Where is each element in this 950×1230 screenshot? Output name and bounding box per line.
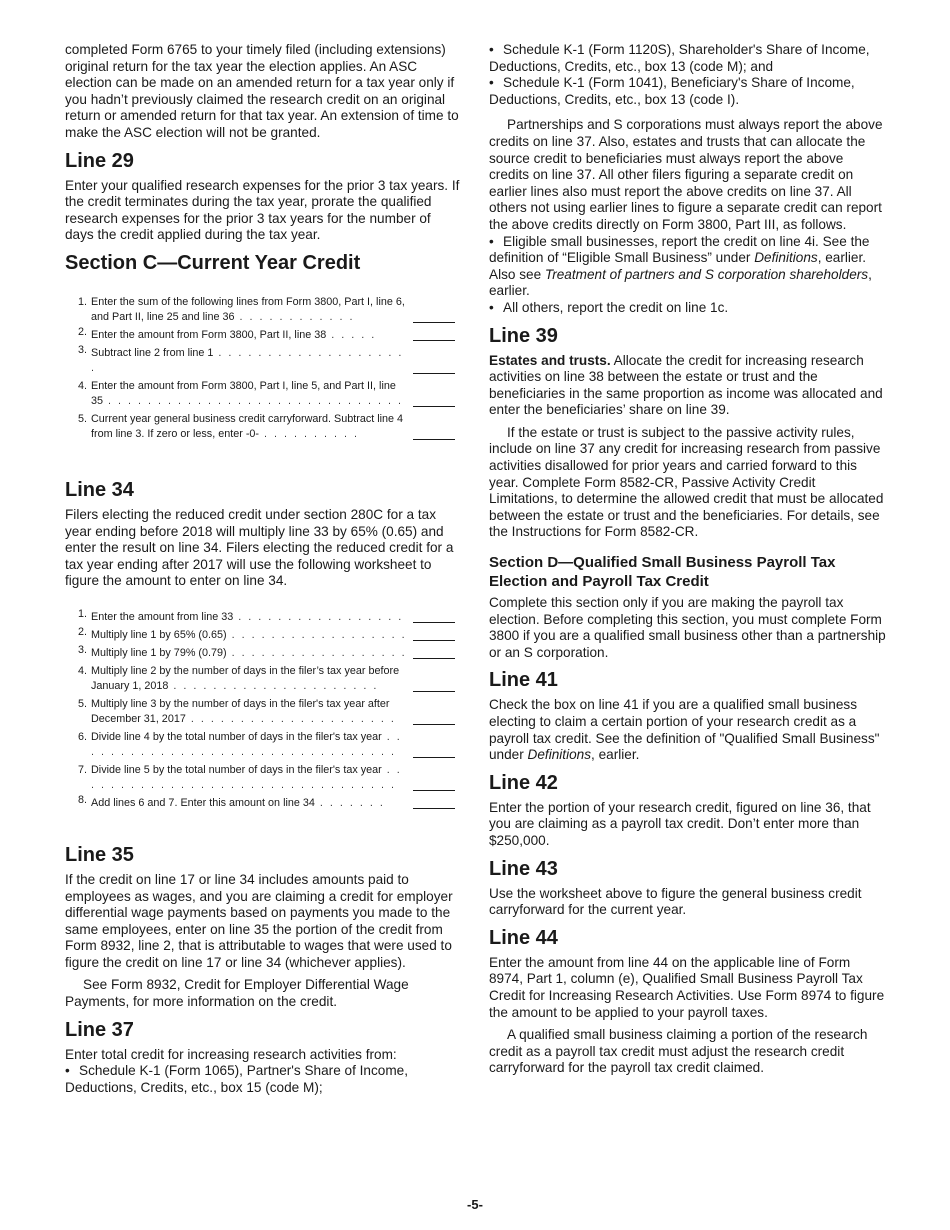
section-c-heading: Section C—Current Year Credit	[65, 251, 361, 274]
list-item: • Schedule K-1 (Form 1120S), Shareholder's Share of Income, Deductions, Credits, etc., box 13 (code M); and	[489, 42, 870, 74]
entry-blank[interactable]	[413, 724, 455, 725]
worksheet-row: 5. Multiply line 3 by the number of days in the filer's tax year after December 31, 2017 . . . . . . . . . . . . . . . . . . . . .	[65, 697, 455, 727]
line-39-text: Estates and trusts. Allocate the credit for increasing research activities on line 38 between the estate or trust and the beneficiaries in the same proportion as income was allocated and enter the beneficiaries’ share on line 39.	[489, 352, 883, 418]
section-d-text: Complete this section only if you are making the payroll tax election. Before completing this section, you must complete Form 3800 if you are a qualified small business other than a partnership or an S corporation.	[489, 595, 886, 660]
bullet-icon: •	[489, 233, 494, 249]
entry-blank[interactable]	[413, 622, 455, 623]
entry-blank[interactable]	[413, 340, 455, 341]
line-44-text: Enter the amount from line 44 on the applicable line of Form 8974, Part 1, column (e), Qualified Small Business Payroll Tax Credit for Increasing Research Activities. Use Form 8974 to figure the amount to be applied to your payroll taxes.	[489, 954, 885, 1020]
bullet-icon: •	[489, 299, 494, 315]
entry-blank[interactable]	[413, 757, 455, 758]
line-34-text: Filers electing the reduced credit under section 280C for a tax year ending before 2018 will multiply line 33 by 65% (0.65) and enter the result on line 34. Filers electing the reduced credit for a tax year ending after 2017 will use the following worksheet to figure the amount to enter on line 34.	[65, 506, 454, 589]
worksheet-row: 7. Divide line 5 by the total number of days in the filer's tax year . . . . . . . . . . . . . . . . . . . . . . . . . . . . . . . . .	[65, 763, 455, 793]
line-41-heading: Line 41	[489, 669, 558, 692]
line-35-see-also: See Form 8932, Credit for Employer Differential Wage Payments, for more information on the credit.	[65, 977, 409, 1010]
worksheet-row: 6. Divide line 4 by the total number of days in the filer's tax year . . . . . . . . . . . . . . . . . . . . . . . . . . . . . . . . .	[65, 730, 455, 760]
worksheet-row: 2. Enter the amount from Form 3800, Part II, line 38 . . . . .	[65, 328, 455, 343]
line-35-text: If the credit on line 17 or line 34 includes amounts paid to employees as wages, and you are claiming a credit for employer differential wage payments based on payments you made to the same employees, enter on line 35 the portion of the credit from Form 8932, line 2, that is attributable to wages that were used to figure the credit on line 17 or line 34 (whichever applies).	[65, 871, 453, 970]
entry-blank[interactable]	[413, 373, 455, 374]
page-number: -5-	[467, 1197, 483, 1212]
right-column	[489, 42, 887, 1077]
worksheet-row: 5. Current year general business credit carryforward. Subtract line 4 from line 3. If zero or less, enter -0- . . . . . . . . . .	[65, 412, 455, 442]
line-37-heading: Line 37	[65, 1018, 134, 1041]
list-item: • Eligible small businesses, report the credit on line 4i. See the definition of “Eligible Small Business” under Definitions, earlier. Also see Treatment of partners and S corporation shareholders, earlier.	[489, 233, 872, 299]
list-item: • Schedule K-1 (Form 1041), Beneficiary's Share of Income, Deductions, Credits, etc., box 13 (code I).	[489, 75, 855, 107]
worksheet-row: 4. Enter the amount from Form 3800, Part I, line 5, and Part II, line 35 . . . . . . . . . . . . . . . . . . . . . . . . . . . . . .	[65, 379, 455, 409]
line-44-adjustment: A qualified small business claiming a portion of the research credit as a payroll tax credit must adjust the research credit carryforward for the payroll tax credit claimed.	[489, 1027, 868, 1076]
line-39-passive-rules: If the estate or trust is subject to the passive activity rules, include on line 37 any credit for increasing research from passive activities disallowed for prior years and carried forward to this year. Complete Form 8582-CR, Passive Activity Credit Limitations, to determine the allowed credit that must be allocated between the estate or trust and the beneficiaries. For details, see the Instructions for Form 8582-CR.	[489, 424, 884, 540]
bullet-icon: •	[65, 1063, 70, 1079]
section-d-heading: Section D—Qualified Small Business Payroll Tax Election and Payroll Tax Credit	[489, 554, 836, 591]
entry-blank[interactable]	[413, 808, 455, 809]
entry-blank[interactable]	[413, 640, 455, 641]
line-41-text: Check the box on line 41 if you are a qualified small business electing to claim a certain portion of your research credit as a payroll tax credit. See the definition of "Qualified Small Business" under Definitions, earlier.	[489, 697, 880, 763]
partnerships-paragraph: Partnerships and S corporations must always report the above credits on line 37. Also, estates and trusts that can allocate the source credit to beneficiaries must always report the above credits on line 37. All other filers figuring a separate credit on earlier lines also must report the above credits on line 37. All others not using earlier lines to figure a separate credit can report the above credits directly on Form 3800, Part III, as follows.	[489, 117, 883, 232]
left-column	[65, 42, 463, 1096]
bullet-icon: •	[489, 42, 494, 57]
entry-blank[interactable]	[413, 691, 455, 692]
line-43-heading: Line 43	[489, 857, 558, 880]
line-42-text: Enter the portion of your research credit, figured on line 36, that you are claiming as a payroll tax credit. Don’t enter more than $250,000.	[489, 799, 871, 848]
line-42-heading: Line 42	[489, 771, 558, 794]
line-44-heading: Line 44	[489, 926, 558, 949]
worksheet-row: 8. Add lines 6 and 7. Enter this amount on line 34 . . . . . . .	[65, 796, 455, 811]
worksheet-row: 1. Enter the sum of the following lines from Form 3800, Part I, line 6, and Part II, line 25 and line 36 . . . . . . . . . . . .	[65, 295, 455, 325]
worksheet-row: 3. Multiply line 1 by 79% (0.79) . . . . . . . . . . . . . . . . . .	[65, 646, 455, 661]
list-item: • All others, report the credit on line 1c.	[489, 299, 729, 315]
worksheet-row: 1. Enter the amount from line 33 . . . . . . . . . . . . . . . . .	[65, 610, 455, 625]
line-34-heading: Line 34	[65, 478, 134, 501]
intro-paragraph: completed Form 6765 to your timely filed (including extensions) original return for the tax year the election applies. An ASC election can be made on an amended return for a tax year only if you hadn’t previously claimed the research credit on an original return or amended return for that tax year. An extension of time to make the ASC election will not be granted.	[65, 42, 459, 140]
entry-blank[interactable]	[413, 322, 455, 323]
entry-blank[interactable]	[413, 439, 455, 440]
worksheet-row: 2. Multiply line 1 by 65% (0.65) . . . . . . . . . . . . . . . . . .	[65, 628, 455, 643]
line-29-heading: Line 29	[65, 149, 134, 172]
current-year-credit-worksheet	[65, 295, 463, 442]
line-37-text: Enter total credit for increasing research activities from:	[65, 1046, 397, 1062]
bullet-icon: •	[489, 75, 494, 91]
line-39-heading: Line 39	[489, 324, 558, 347]
entry-blank[interactable]	[413, 658, 455, 659]
line-43-text: Use the worksheet above to figure the general business credit carryforward for the current year.	[489, 885, 862, 918]
worksheet-row: 4. Multiply line 2 by the number of days in the filer’s tax year before January 1, 2018 . . . . . . . . . . . . . . . . . . . . .	[65, 664, 455, 694]
entry-blank[interactable]	[413, 790, 455, 791]
worksheet-row: 3. Subtract line 2 from line 1 . . . . . . . . . . . . . . . . . . . .	[65, 346, 455, 376]
entry-blank[interactable]	[413, 406, 455, 407]
list-item: • Schedule K-1 (Form 1065), Partner's Share of Income, Deductions, Credits, etc., box 15 (code M);	[65, 1063, 408, 1095]
line-35-heading: Line 35	[65, 843, 134, 866]
reduced-credit-worksheet	[65, 607, 463, 811]
line-29-text: Enter your qualified research expenses for the prior 3 tax years. If the credit terminates during the tax year, prorate the qualified research expenses for the prior 3 tax years for the number of days the credit applied during the tax year.	[65, 177, 460, 243]
